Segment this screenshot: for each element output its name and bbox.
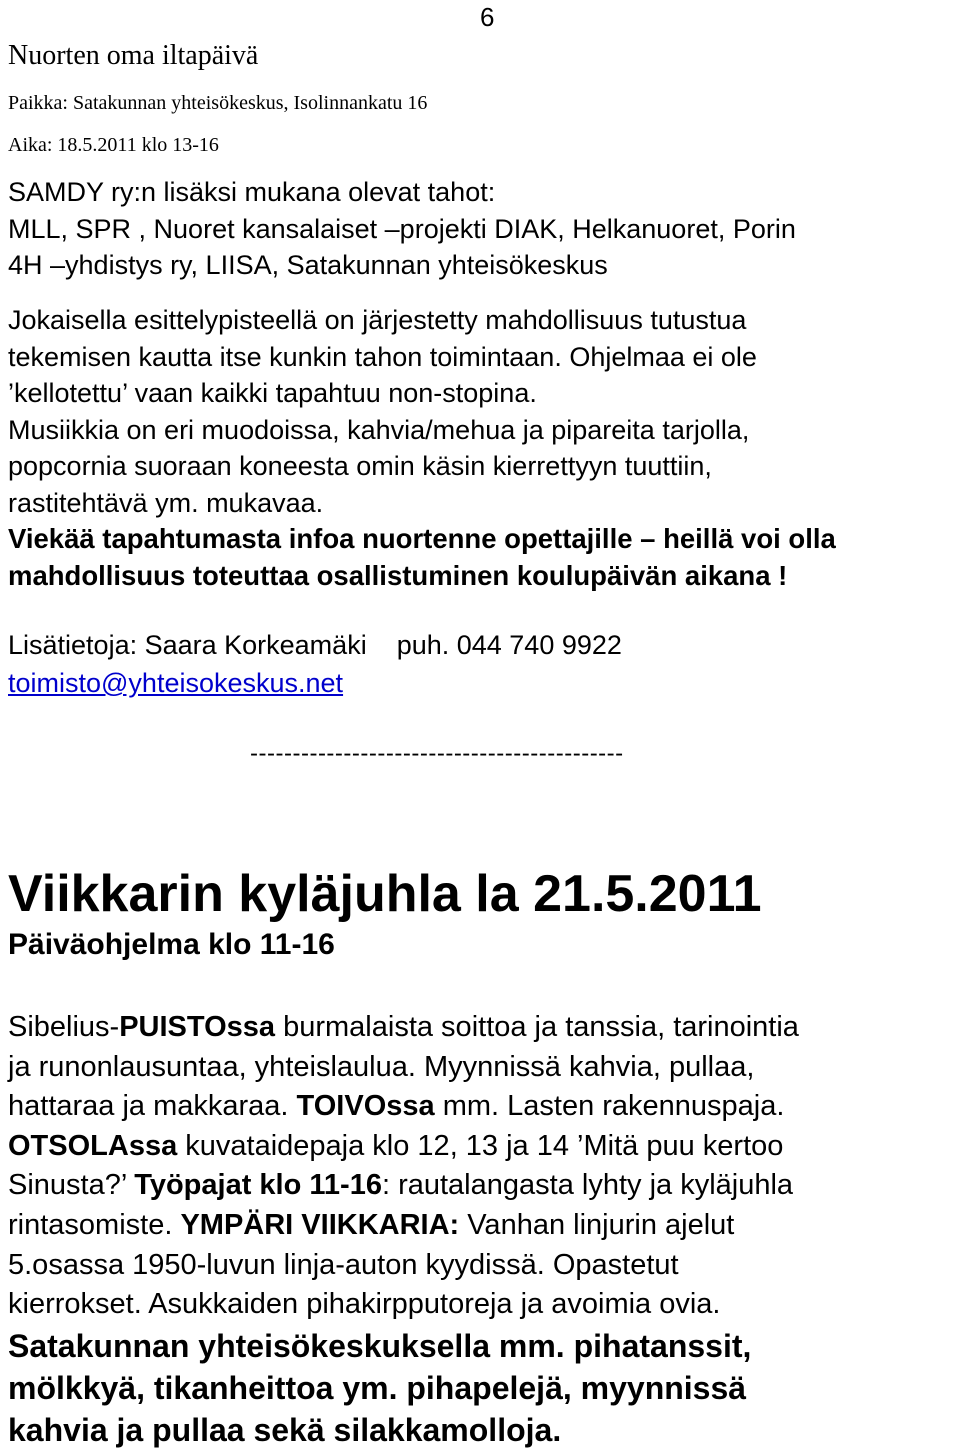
teacher-note — [8, 520, 958, 594]
program-text: mm. Lasten rakennuspaja. — [434, 1090, 785, 1123]
contact-email-link[interactable]: toimisto@yhteisokeskus.net — [8, 668, 344, 698]
final-line: mölkkyä, tikanheittoa ym. pihapelejä, myynnissä — [8, 1370, 747, 1406]
program-text: kuvataidepaja klo 12, 13 ja 14 ’Mitä puu kertoo — [177, 1129, 784, 1162]
program-line: ja runonlausuntaa, yhteislaulua. Myynnissä kahvia, pullaa, — [8, 1050, 755, 1083]
program-text: Sibelius- — [8, 1011, 120, 1043]
program-text: rintasomiste. — [8, 1208, 181, 1241]
program-line: 5.osassa 1950-luvun linja-auton kyydissä. Opastetut — [8, 1248, 679, 1281]
program-line: kierrokset. Asukkaiden pihakirpputoreja ja avoimia ovia. — [8, 1288, 721, 1321]
program-venue: PUISTOssa — [119, 1011, 276, 1043]
participants-line: SAMDY ry:n lisäksi mukana olevat tahot: — [8, 177, 496, 207]
program-line — [8, 1127, 958, 1167]
description-line: rastitehtävä ym. mukavaa. — [8, 487, 324, 518]
teacher-note-line: mahdollisuus toteuttaa osallistuminen koulupäivän aikana ! — [8, 560, 788, 591]
description-line: Musiikkia on eri muodoissa, kahvia/mehua ja pipareita tarjolla, — [8, 414, 750, 445]
event1-title: Nuorten oma iltapäivä — [8, 40, 259, 71]
program-venue: YMPÄRI VIIKKARIA: — [180, 1208, 460, 1241]
contact-line — [8, 630, 622, 661]
description-line: tekemisen kautta itse kunkin tahon toimintaan. Ohjelmaa ei ole — [8, 341, 757, 372]
program-line — [8, 1087, 958, 1127]
event1-time: Aika: 18.5.2011 klo 13-16 — [8, 134, 219, 156]
program-venue: TOIVOssa — [296, 1090, 435, 1123]
participants-line: 4H –yhdistys ry, LIISA, Satakunnan yhteisökeskus — [8, 250, 608, 280]
description-line: Jokaisella esittelypisteellä on järjestetty mahdollisuus tutustua — [8, 305, 747, 335]
final-paragraph — [8, 1325, 958, 1451]
section-divider: -------------------------------------------- — [250, 740, 624, 767]
event2-title: Viikkarin kyläjuhla la 21.5.2011 — [8, 865, 762, 923]
page-number: 6 — [480, 2, 495, 32]
program-line — [8, 1008, 958, 1048]
description-line: ’kellotettu’ vaan kaikki tapahtuu non-stopina. — [8, 378, 537, 408]
participants-line: MLL, SPR , Nuoret kansalaiset –projekti DIAK, Helkanuoret, Porin — [8, 213, 796, 244]
final-line: Satakunnan yhteisökeskuksella mm. pihatanssit, — [8, 1328, 752, 1364]
program-paragraph — [8, 1008, 958, 1325]
program-text: Vanhan linjurin ajelut — [459, 1208, 735, 1241]
contact-phone: puh. 044 740 9922 — [396, 630, 622, 660]
description-paragraph — [8, 302, 958, 521]
event1-place: Paikka: Satakunnan yhteisökeskus, Isolinnankatu 16 — [8, 92, 428, 114]
contact-name: Lisätietoja: Saara Korkeamäki — [8, 630, 367, 660]
program-text: hattaraa ja makkaraa. — [8, 1090, 297, 1123]
description-line: popcornia suoraan koneesta omin käsin kierrettyyn tuuttiin, — [8, 451, 712, 481]
participants-paragraph — [8, 174, 958, 284]
teacher-note-line: Viekää tapahtumasta infoa nuortenne opettajille – heillä voi olla — [8, 523, 836, 554]
program-text: : rautalangasta lyhty ja kyläjuhla — [381, 1169, 794, 1202]
final-line: kahvia ja pullaa sekä silakkamolloja. — [8, 1412, 562, 1448]
program-line — [8, 1166, 958, 1206]
program-line — [8, 1206, 958, 1246]
event2-subtitle: Päiväohjelma klo 11-16 — [8, 928, 335, 961]
program-text: Sinusta?’ — [8, 1169, 135, 1202]
program-venue: OTSOLAssa — [8, 1129, 178, 1162]
program-text: burmalaista soittoa ja tanssia, tarinointia — [275, 1011, 799, 1043]
program-venue: Työpajat klo 11-16 — [134, 1169, 382, 1202]
